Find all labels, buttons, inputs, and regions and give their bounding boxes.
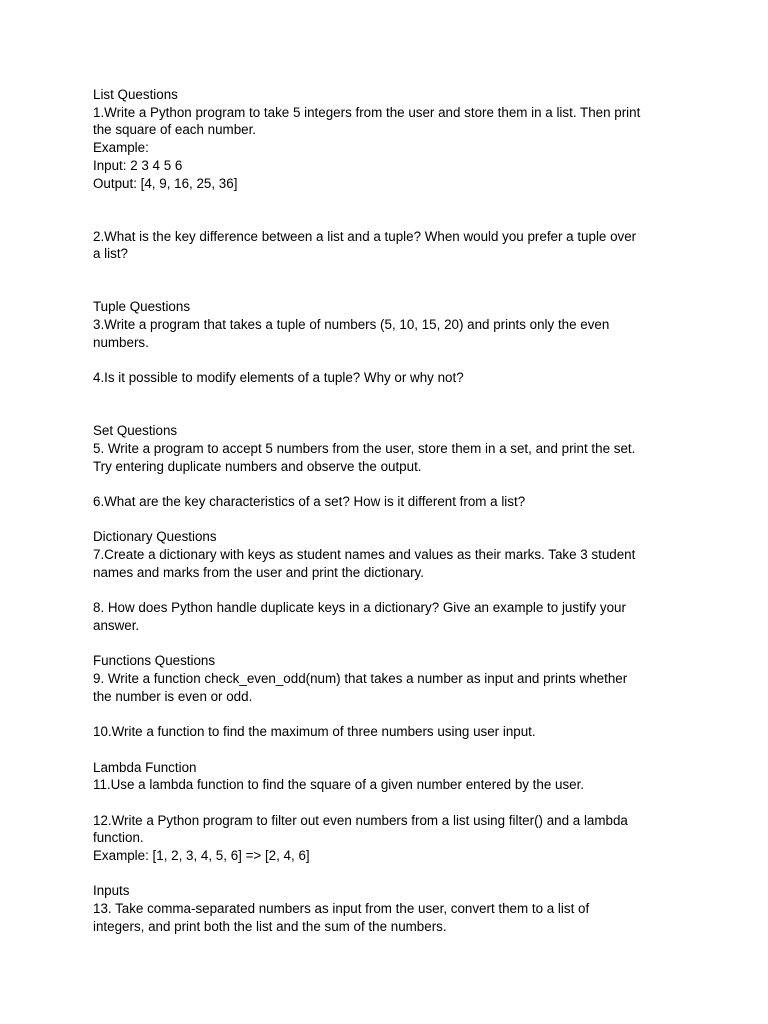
spacer xyxy=(93,263,683,281)
document-body xyxy=(93,86,683,936)
question-2-line-1: 2.What is the key difference between a list and a tuple? When would you prefer a tuple over xyxy=(93,228,637,244)
spacer xyxy=(93,351,683,369)
question-8-line-2: answer. xyxy=(93,617,140,633)
spacer xyxy=(93,865,683,883)
question-1-example-output: Output: [4, 9, 16, 25, 36] xyxy=(93,175,238,191)
question-10-line-1: 10.Write a function to find the maximum of three numbers using user input. xyxy=(93,724,536,740)
question-7-line-2: names and marks from the user and print the dictionary. xyxy=(93,564,424,580)
spacer xyxy=(93,635,683,653)
section-heading-tuple: Tuple Questions xyxy=(93,299,191,315)
question-8 xyxy=(93,599,683,634)
question-5-line-1: 5. Write a program to accept 5 numbers from the user, store them in a set, and print the set. xyxy=(93,440,636,456)
question-6-line-1: 6.What are the key characteristics of a set? How is it different from a list? xyxy=(93,494,526,510)
section-heading-dictionary: Dictionary Questions xyxy=(93,529,217,545)
section-heading-inputs: Inputs xyxy=(93,883,130,899)
section-heading-lambda: Lambda Function xyxy=(93,759,197,775)
spacer xyxy=(93,405,683,423)
section-heading-set: Set Questions xyxy=(93,423,178,439)
question-6 xyxy=(93,493,683,511)
spacer xyxy=(93,511,683,529)
question-12-line-2: function. xyxy=(93,830,144,846)
question-10 xyxy=(93,723,683,741)
question-3 xyxy=(93,316,683,351)
question-11 xyxy=(93,776,683,794)
question-9-line-2: the number is even or odd. xyxy=(93,688,253,704)
question-13-line-2: integers, and print both the list and the sum of the numbers. xyxy=(93,918,447,934)
question-9 xyxy=(93,670,683,705)
question-3-line-1: 3.Write a program that takes a tuple of numbers (5, 10, 15, 20) and prints only the even xyxy=(93,317,610,333)
spacer xyxy=(93,210,683,228)
question-5 xyxy=(93,440,683,475)
question-2 xyxy=(93,228,683,263)
question-1-line-1: 1.Write a Python program to take 5 integers from the user and store them in a list. Then print xyxy=(93,104,641,120)
question-11-line-1: 11.Use a lambda function to find the square of a given number entered by the user. xyxy=(93,777,585,793)
spacer xyxy=(93,387,683,405)
question-9-line-1: 9. Write a function check_even_odd(num) that takes a number as input and prints whether xyxy=(93,671,628,687)
question-5-line-2: Try entering duplicate numbers and observe the output. xyxy=(93,458,422,474)
spacer xyxy=(93,794,683,812)
question-1-line-2: the square of each number. xyxy=(93,122,257,138)
question-12 xyxy=(93,812,683,865)
spacer xyxy=(93,281,683,299)
question-3-line-2: numbers. xyxy=(93,334,149,350)
question-7-line-1: 7.Create a dictionary with keys as student names and values as their marks. Take 3 student xyxy=(93,547,636,563)
question-1 xyxy=(93,104,683,193)
question-13-line-1: 13. Take comma-separated numbers as input from the user, convert them to a list of xyxy=(93,901,590,917)
question-2-line-2: a list? xyxy=(93,246,128,262)
question-4 xyxy=(93,369,683,387)
section-heading-list: List Questions xyxy=(93,87,178,102)
question-7 xyxy=(93,546,683,581)
spacer xyxy=(93,192,683,210)
question-13 xyxy=(93,900,683,935)
section-heading-functions: Functions Questions xyxy=(93,653,216,669)
spacer xyxy=(93,705,683,723)
question-1-example-input: Input: 2 3 4 5 6 xyxy=(93,157,183,173)
spacer xyxy=(93,741,683,759)
spacer xyxy=(93,582,683,600)
question-4-line-1: 4.Is it possible to modify elements of a tuple? Why or why not? xyxy=(93,370,464,386)
question-1-example-label: Example: xyxy=(93,140,149,156)
question-8-line-1: 8. How does Python handle duplicate keys in a dictionary? Give an example to justify your xyxy=(93,600,626,616)
question-12-line-1: 12.Write a Python program to filter out even numbers from a list using filter() and a lambda xyxy=(93,812,628,828)
question-12-example: Example: [1, 2, 3, 4, 5, 6] => [2, 4, 6] xyxy=(93,848,310,864)
spacer xyxy=(93,475,683,493)
